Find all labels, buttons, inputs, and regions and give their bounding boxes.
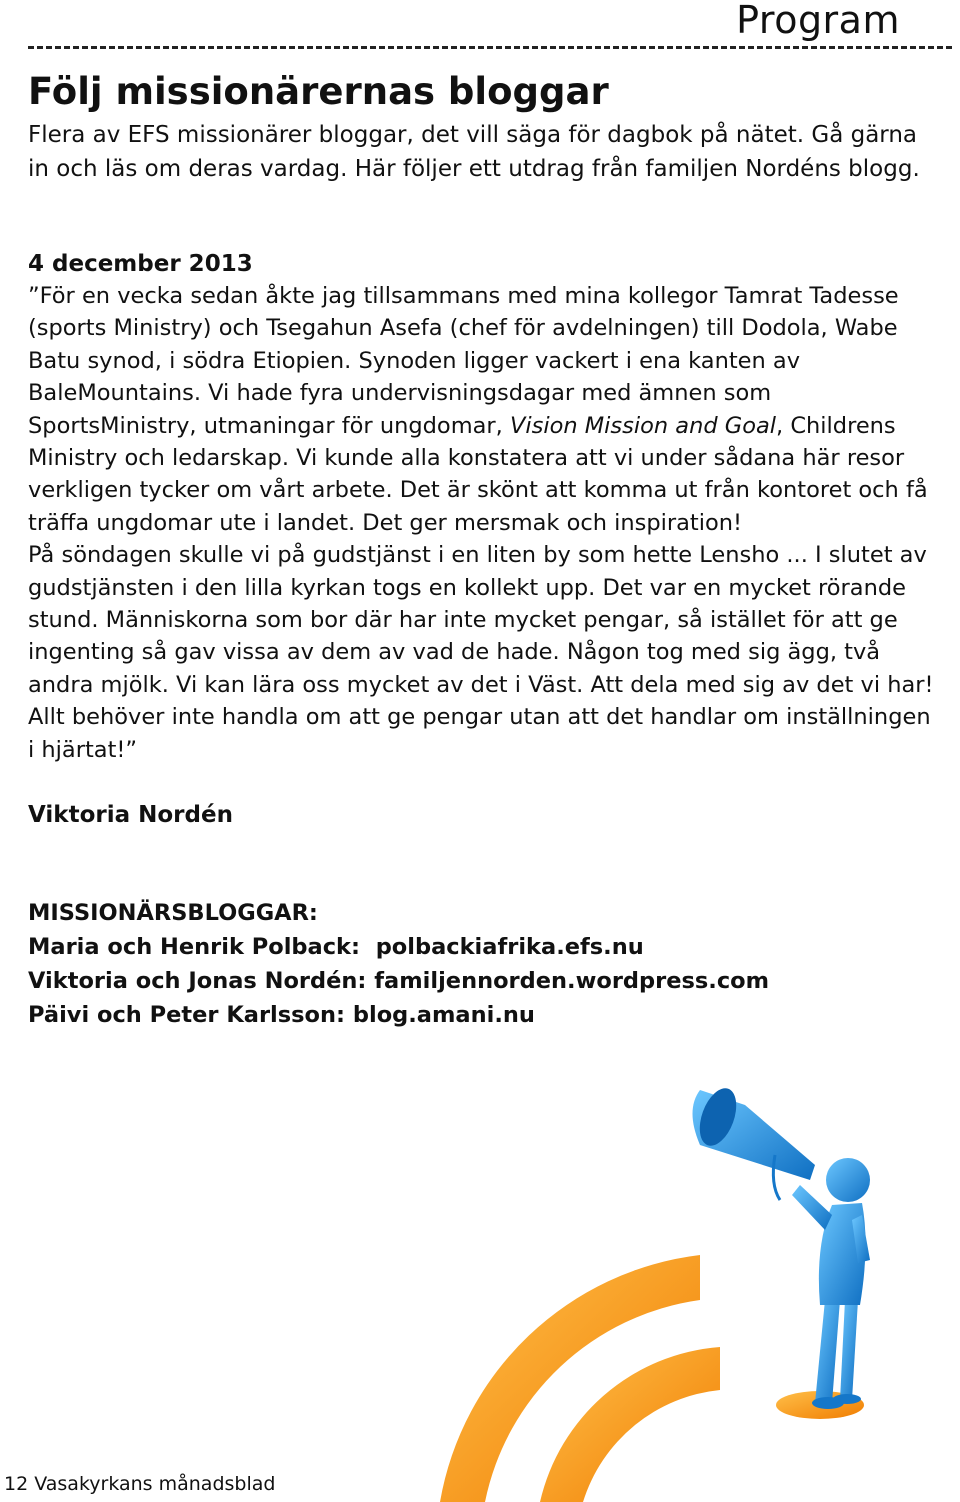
blog-url[interactable]: blog.amani.nu	[352, 1002, 535, 1028]
body-text-1b: , Childrens Ministry och ledarskap. Vi kunde alla konstatera att vi under sådana här resor verkligen tycker om vårt arbete. Det är skönt att komma ut från kontoret och få träffa ungdomar ute i landet. Det ger mersmak och inspiration!	[28, 412, 928, 536]
rss-arc-inner	[540, 1347, 720, 1502]
figure-leg	[815, 1300, 840, 1403]
blog-item	[28, 930, 769, 964]
article-body	[28, 280, 938, 766]
blog-list	[28, 896, 769, 1032]
rss-icon	[440, 1255, 864, 1502]
publication-name: Vasakyrkans månadsblad	[34, 1473, 276, 1495]
body-text-1a: ”För en vecka sedan åkte jag tillsammans med mina kollegor Tamrat Tadesse (sports Ministry) och Tsegahun Asefa (chef för avdelningen) till Dodola, Wabe Batu synod, i södra Etiopien. Synoden ligger vackert i ena kanten av BaleMountains. Vi hade fyra undervisningsdagar med ämnen som SportsMinistry, utmaningar för ungdomar,	[28, 283, 899, 439]
megaphone-figure-rss-icon	[400, 1085, 960, 1502]
article-title: Följ missionärernas bloggar	[28, 70, 609, 113]
body-paragraph-2: På söndagen skulle vi på gudstjänst i en liten by som hette Lensho ... I slutet av gudstjänsten i den lilla kyrkan togs en kollekt upp. Det var en mycket rörande stund. Människorna som bor där har inte mycket pengar, så istället för att ge ingenting så gav vissa av dem av vad de hade. Någon tog med sig ägg, två andra mjölk. Vi kan lära oss mycket av det i Väst. Att dela med sig av det vi har! Allt behöver inte handla om att ge pengar utan att det handlar om inställningen i hjärtat!”	[28, 542, 934, 763]
blog-url[interactable]: familjennorden.wordpress.com	[374, 968, 770, 994]
blog-owner: Maria och Henrik Polback:	[28, 934, 361, 960]
blog-owner: Päivi och Peter Karlsson:	[28, 1002, 346, 1028]
dashed-divider	[28, 46, 952, 49]
blog-item	[28, 964, 769, 998]
figure-leg	[840, 1300, 858, 1400]
page-footer	[4, 1470, 275, 1498]
body-italic-title: Vision Mission and Goal	[509, 412, 777, 439]
figure-arm	[792, 1185, 832, 1230]
body-paragraph-1	[28, 280, 938, 539]
article-intro: Flera av EFS missionärer bloggar, det vill säga för dagbok på nätet. Gå gärna in och läs om deras vardag. Här följer ett utdrag från familjen Nordéns blogg.	[28, 122, 920, 182]
page-number: 12	[4, 1473, 29, 1495]
blog-url[interactable]: polbackiafrika.efs.nu	[375, 934, 644, 960]
section-label: Program	[736, 0, 900, 42]
post-date: 4 december 2013	[28, 251, 253, 277]
figure-head	[826, 1158, 870, 1202]
blog-item	[28, 998, 769, 1032]
blog-owner: Viktoria och Jonas Nordén:	[28, 968, 367, 994]
author-signature: Viktoria Nordén	[28, 802, 233, 828]
blog-list-heading: MISSIONÄRSBLOGGAR:	[28, 900, 318, 926]
